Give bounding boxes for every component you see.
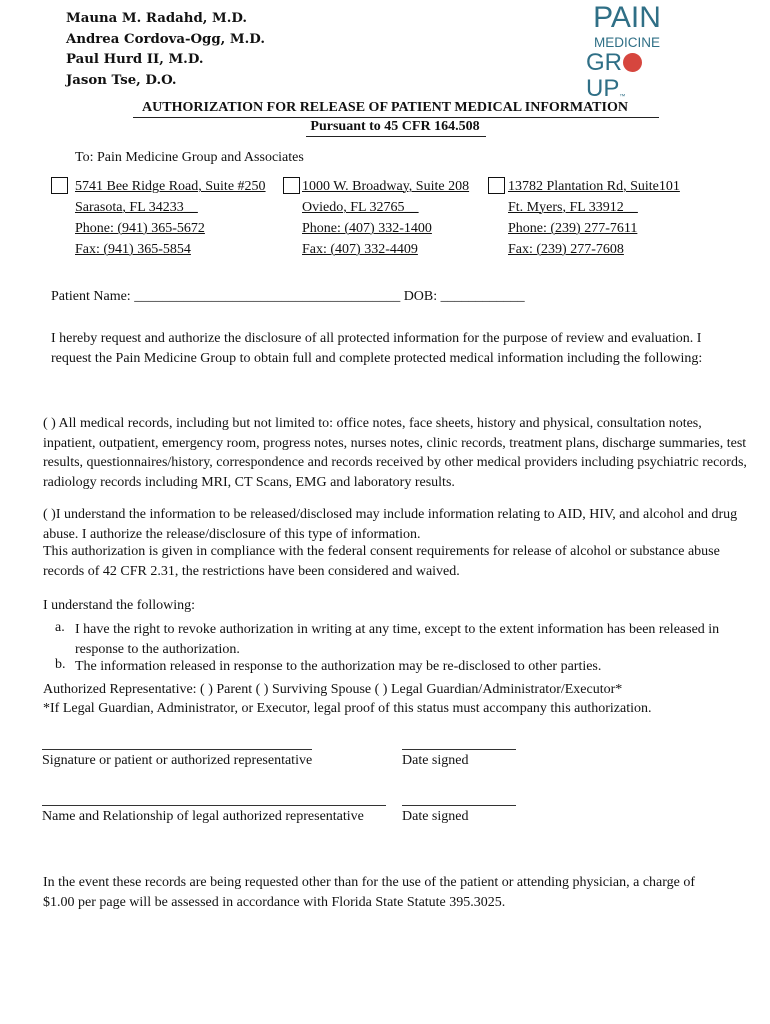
doctor-name: Paul Hurd II, M.D. <box>66 52 204 68</box>
doctor-list <box>66 9 265 91</box>
date-signed-label: Date signed <box>402 753 469 768</box>
office-phone: Phone: (239) 277-7611 <box>508 221 638 236</box>
date-signed-label: Date signed <box>402 809 469 824</box>
date-line[interactable] <box>402 805 516 806</box>
pain-medicine-group-logo <box>582 1 672 102</box>
logo-text-pain: PAIN <box>593 1 661 34</box>
office-block-ft-myers <box>508 176 680 260</box>
signature-label: Signature or patient or authorized representative <box>42 753 313 768</box>
to-line: To: Pain Medicine Group and Associates <box>75 150 304 165</box>
office-address: 13782 Plantation Rd, Suite101 <box>508 179 680 194</box>
page-subtitle: Pursuant to 45 CFR 164.508 <box>310 119 480 134</box>
office-phone: Phone: (407) 332-1400 <box>302 221 432 236</box>
representative-name-line[interactable] <box>42 805 386 806</box>
list-marker: a. <box>55 620 65 635</box>
logo-circle-icon <box>623 53 642 72</box>
list-item: I have the right to revoke authorization in writing at any time, except to the extent information has been released in response to the authorization. <box>75 622 720 657</box>
doctor-name: Mauna M. Radahd, M.D. <box>66 11 248 26</box>
office-city: Ft. Myers, FL 33912__ <box>508 200 638 215</box>
office-block-sarasota <box>75 176 266 260</box>
request-paragraph: I hereby request and authorize the disclosure of all protected information for the purpose of review and evaluation. I request the Pain Medicine Group to obtain full and complete protected medical information including the following: <box>51 331 703 366</box>
representative-name-label: Name and Relationship of legal authorized representative <box>42 809 364 824</box>
office-fax: Fax: (941) 365-5854 <box>75 242 191 257</box>
date-line[interactable] <box>402 749 516 750</box>
doctor-name: Jason Tse, D.O. <box>66 72 177 88</box>
logo-text-gr: GR <box>586 49 622 76</box>
logo-text-medicine: MEDICINE <box>593 35 660 50</box>
office-checkbox-sarasota[interactable] <box>51 177 68 194</box>
office-city: Oviedo, FL 32765__ <box>302 200 419 215</box>
title-underline <box>133 117 659 118</box>
subtitle-underline <box>306 136 486 137</box>
office-checkbox-oviedo[interactable] <box>283 177 300 194</box>
office-fax: Fax: (407) 332-4409 <box>302 242 418 257</box>
page-title: AUTHORIZATION FOR RELEASE OF PATIENT MEDICAL INFORMATION <box>142 100 628 115</box>
list-item: The information released in response to the authorization may be re-disclosed to other parties. <box>75 659 602 674</box>
authorized-representative-options[interactable]: Authorized Representative: ( ) Parent ( ) Surviving Spouse ( ) Legal Guardian/Administrator/Executor* <box>43 682 623 697</box>
list-marker: b. <box>55 657 66 672</box>
representative-note: *If Legal Guardian, Administrator, or Executor, legal proof of this status must accompany this authorization. <box>43 701 652 716</box>
office-phone: Phone: (941) 365-5672 <box>75 221 205 236</box>
compliance-paragraph: This authorization is given in compliance with the federal consent requirements for release of alcohol or substance abuse records of 42 CFR 2.31, the restrictions have been considered and waived. <box>43 544 720 579</box>
understand-heading: I understand the following: <box>43 598 196 613</box>
option-all-records[interactable]: ( ) All medical records, including but not limited to: office notes, face sheets, history and physical, consultation notes, inpatient, outpatient, emergency room, progress notes, nurses notes, clinic records, treatment plans, discharge summaries, test results, questionnaires/history, correspondence and records received by other medical providers including psychiatric records, radiology records including MRI, CT Scans, EMG and laboratory results. <box>43 416 747 490</box>
office-fax: Fax: (239) 277-7608 <box>508 242 624 257</box>
signature-line[interactable] <box>42 749 312 750</box>
office-checkbox-ft-myers[interactable] <box>488 177 505 194</box>
office-city: Sarasota, FL 34233__ <box>75 200 198 215</box>
office-block-oviedo <box>302 176 469 260</box>
option-sensitive-info[interactable]: ( )I understand the information to be released/disclosed may include information relating to AID, HIV, and alcohol and drug abuse. I authorize the release/disclosure of this type of information. <box>43 507 738 542</box>
fee-notice: In the event these records are being requested other than for the use of the patient or attending physician, a charge of $1.00 per page will be assessed in accordance with Florida State Statute 395.3025. <box>43 875 696 910</box>
doctor-name: Andrea Cordova-Ogg, M.D. <box>66 31 265 47</box>
logo-trademark: ™ <box>619 94 626 100</box>
logo-text-up: UP <box>586 75 620 102</box>
office-address: 1000 W. Broadway, Suite 208 <box>302 179 470 194</box>
patient-name-dob-line[interactable]: Patient Name: ______________________________________ DOB: ____________ <box>51 289 525 304</box>
office-address: 5741 Bee Ridge Road, Suite #250 <box>75 179 266 194</box>
